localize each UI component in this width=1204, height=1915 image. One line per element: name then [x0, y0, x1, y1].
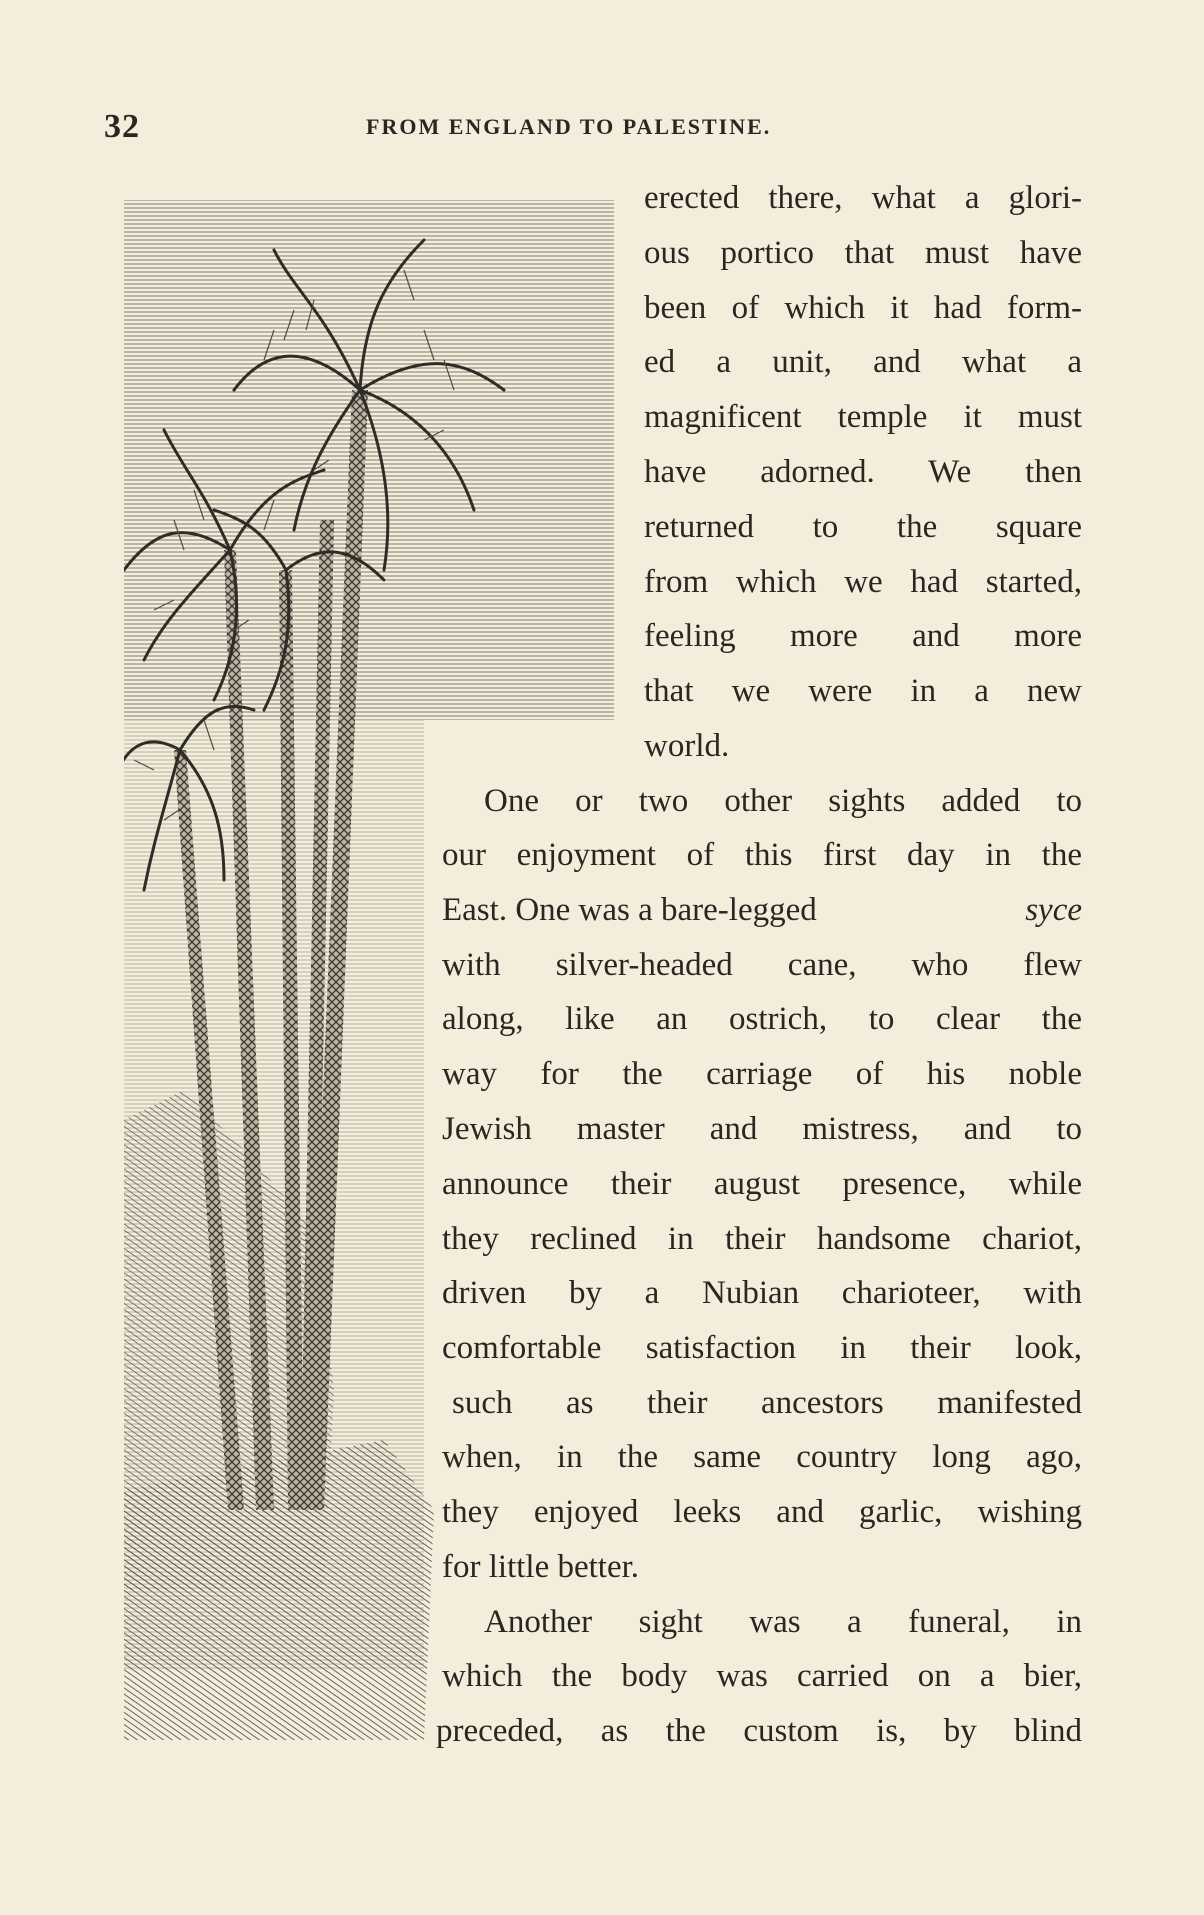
text-line: feeling more and more: [644, 618, 1082, 654]
text-line: comfortable satisfaction in their look,: [442, 1330, 1082, 1366]
text-line: our enjoyment of this first day in the: [442, 837, 1082, 873]
text-line: ed a unit, and what a: [644, 344, 1082, 380]
text-line: Jewish master and mistress, and to: [442, 1111, 1082, 1147]
text-line: they reclined in their handsome chariot,: [442, 1221, 1082, 1257]
text-line: which the body was carried on a bier,: [442, 1658, 1082, 1694]
text-line: for little better.: [442, 1549, 640, 1585]
running-head: FROM ENGLAND TO PALESTINE.: [366, 114, 772, 139]
text-line: erected there, what a glori-: [644, 180, 1082, 216]
text-line: been of which it had form-: [644, 290, 1082, 326]
text-line: driven by a Nubian charioteer, with: [442, 1275, 1082, 1311]
text-segment: East. One was a bare-legged: [442, 892, 817, 928]
text-line: they enjoyed leeks and garlic, wishing: [442, 1494, 1082, 1530]
italic-word: syce: [1025, 892, 1082, 928]
text-line: that we were in a new: [644, 673, 1082, 709]
text-line: announce their august presence, while: [442, 1166, 1082, 1202]
paragraph-start: One or two other sights added to: [484, 783, 1082, 819]
text-line: preceded, as the custom is, by blind: [436, 1713, 1082, 1749]
paragraph-start: Another sight was a funeral, in: [484, 1604, 1082, 1640]
text-line: have adorned. We then: [644, 454, 1082, 490]
text-line: with silver-headed cane, who flew: [442, 947, 1082, 983]
text-line: world.: [644, 728, 730, 764]
page-number: 32: [104, 108, 140, 145]
text-line: along, like an ostrich, to clear the: [442, 1001, 1082, 1037]
text-line: returned to the square: [644, 509, 1082, 545]
text-line: [442, 890, 1082, 930]
text-line: such as their ancestors manifested: [452, 1385, 1082, 1421]
text-line: when, in the same country long ago,: [442, 1439, 1082, 1475]
text-line: way for the carriage of his noble: [442, 1056, 1082, 1092]
text-line: magnificent temple it must: [644, 399, 1082, 435]
text-line: ous portico that must have: [644, 235, 1082, 271]
text-line: from which we had started,: [644, 564, 1082, 600]
